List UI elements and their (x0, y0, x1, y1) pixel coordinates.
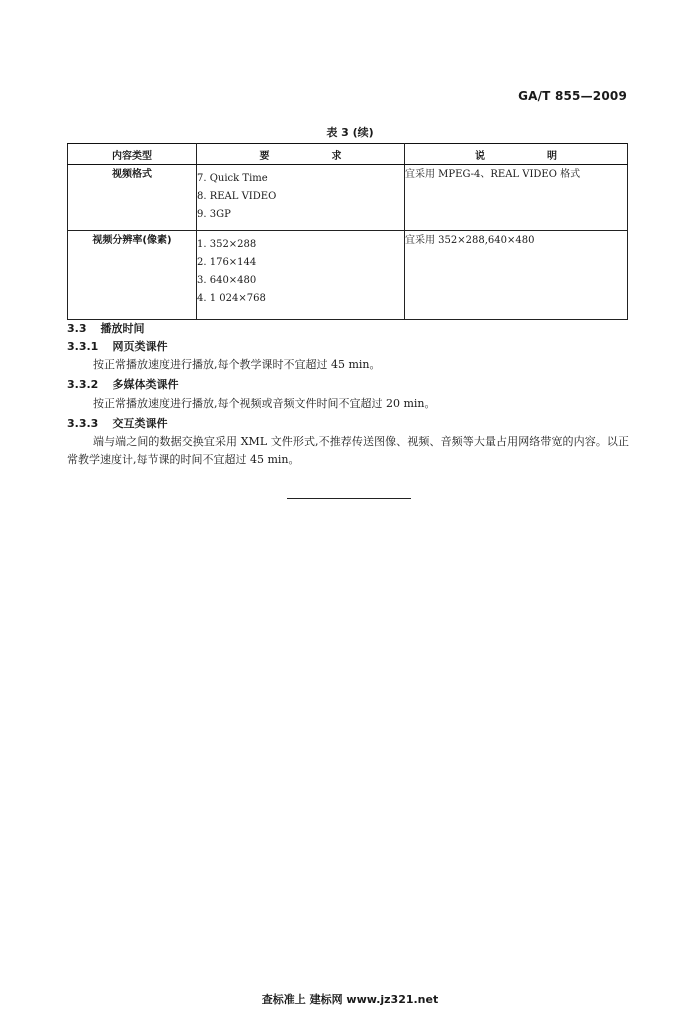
requirements-cell (197, 165, 405, 231)
column-header-notes: 说 明 (405, 144, 628, 165)
footer-watermark-text: 查标准上 建标网 www.jz321.net (261, 993, 439, 1006)
section-title: 网页类课件 (112, 340, 168, 353)
requirement-item: 3. 640×480 (197, 275, 257, 286)
section-paragraph: 端与端之间的数据交换宜采用 XML 文件形式,不推荐传送图像、视频、音频等大量占用网络带宽的内容。以正常教学速度计,每节课的时间不宜超过 45 min。 (67, 435, 629, 466)
standard-code: GA/T 855—2009 (518, 89, 627, 103)
requirement-item: 7. Quick Time (197, 173, 268, 184)
requirements-table (67, 143, 628, 320)
table-header-row (68, 144, 628, 165)
category-cell: 视频分辨率(像素) (68, 231, 197, 320)
column-header-content-type: 内容类型 (68, 144, 197, 165)
note-cell: 宜采用 MPEG-4、REAL VIDEO 格式 (405, 165, 628, 231)
column-header-requirements: 要 求 (197, 144, 405, 165)
section-title: 播放时间 (100, 322, 145, 335)
end-of-document-rule (287, 498, 411, 499)
section-heading (67, 417, 168, 431)
section-number: 3.3.3 (67, 417, 99, 430)
section-heading (67, 340, 168, 354)
section-number: 3.3 (67, 322, 87, 335)
requirement-item: 2. 176×144 (197, 257, 257, 268)
note-cell: 宜采用 352×288,640×480 (405, 231, 628, 320)
requirements-cell (197, 231, 405, 320)
section-title: 多媒体类课件 (112, 378, 179, 391)
category-cell: 视频格式 (68, 165, 197, 231)
section-heading (67, 378, 179, 392)
section-heading (67, 322, 145, 336)
table-row (68, 165, 628, 231)
section-number: 3.3.1 (67, 340, 99, 353)
section-paragraph: 按正常播放速度进行播放,每个视频或音频文件时间不宜超过 20 min。 (93, 397, 436, 410)
requirement-item: 9. 3GP (197, 209, 231, 220)
requirement-item: 4. 1 024×768 (197, 293, 266, 304)
section-title: 交互类课件 (112, 417, 168, 430)
section-paragraph: 按正常播放速度进行播放,每个教学课时不宜超过 45 min。 (93, 358, 381, 371)
requirement-item: 8. REAL VIDEO (197, 191, 277, 202)
section-number: 3.3.2 (67, 378, 99, 391)
table-row (68, 231, 628, 320)
requirement-item: 1. 352×288 (197, 239, 257, 250)
table-title: 表 3 (续) (326, 126, 374, 139)
